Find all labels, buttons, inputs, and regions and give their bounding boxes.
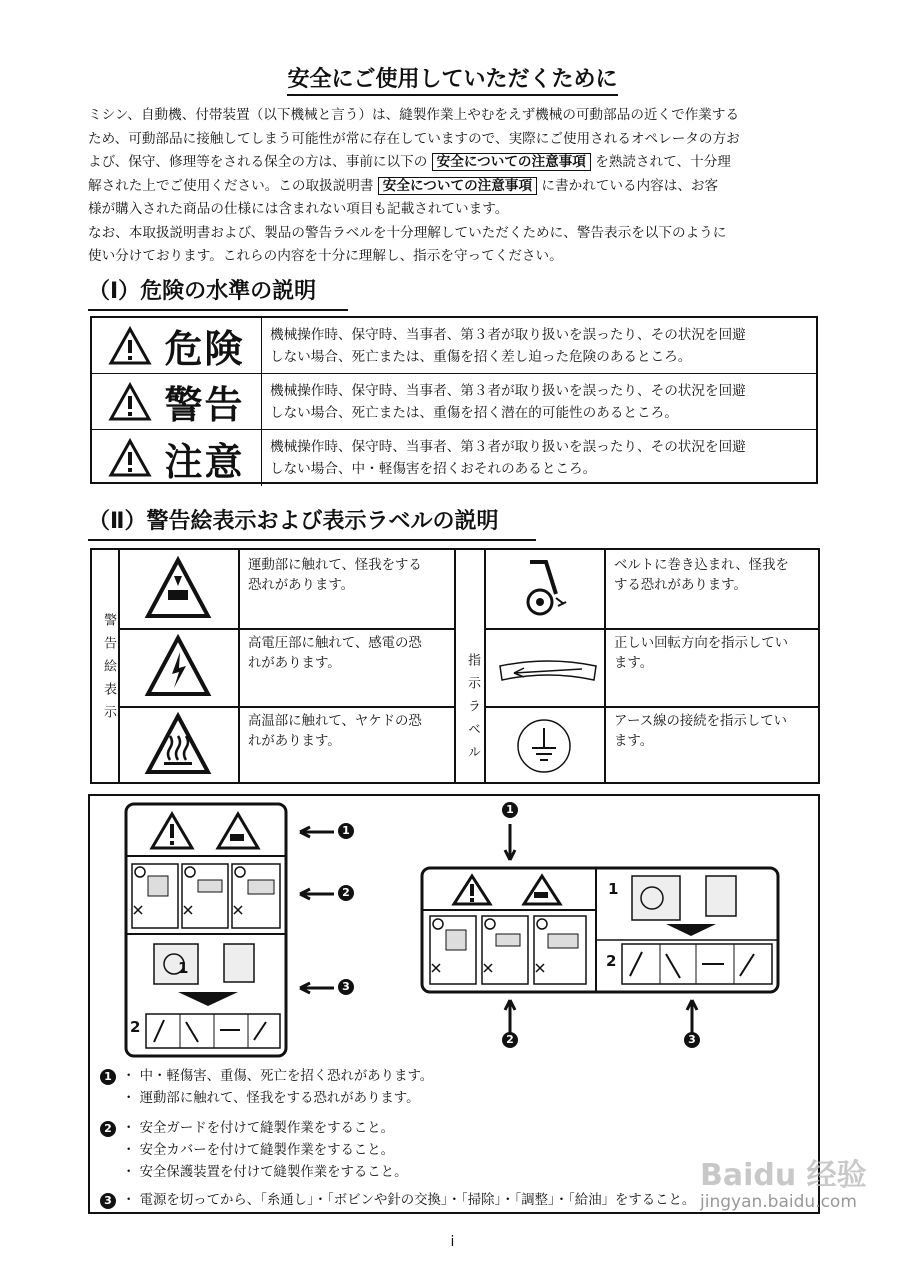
- intro-line: よび、保守、修理等をされる保全の方は、事前に以下の 安全についての注意事項 を熟読されて、十分理: [88, 154, 731, 170]
- callout-marker-1: 1: [502, 802, 518, 818]
- label-desc-line: する恐れがあります。: [614, 578, 747, 593]
- instruction-label-header: 指示ラベル: [465, 652, 480, 768]
- intro-line: ため、可動部品に接触してしまう可能性が常に存在していますので、実際にご使用されるオペレータの方お: [88, 130, 740, 147]
- hazard-desc-line: 機械操作時、保守時、当事者、第３者が取り扱いを誤ったり、その状況を回避: [270, 327, 746, 343]
- label-desc-line: 高電圧部に触れて、感電の恐: [248, 636, 422, 651]
- hazard-word: 警告: [164, 383, 245, 427]
- ground-earth-icon: [514, 716, 574, 776]
- warning-triangle-icon: [108, 438, 152, 478]
- label-desc-line: アース線の接続を指示してい: [614, 714, 788, 729]
- step-number: 2: [606, 952, 617, 970]
- label-desc-line: ベルトに巻き込まれ、怪我を: [614, 558, 789, 573]
- label-desc-line: ます。: [614, 656, 654, 671]
- watermark-url: jingyan.baidu.com: [700, 1192, 857, 1212]
- callout-marker-3: 3: [338, 979, 354, 995]
- note-line: ・ 運動部に触れて、怪我をする恐れがあります。: [122, 1091, 420, 1106]
- hazard-desc-line: 機械操作時、保守時、当事者、第３者が取り扱いを誤ったり、その状況を回避: [270, 439, 746, 455]
- intro-line: ミシン、自動機、付帯装置（以下機械と言う）は、縫製作業上やむをえず機械の可動部品の近くで作業する: [88, 107, 740, 123]
- hazard-word: 危険: [164, 327, 245, 371]
- callout-marker-2: 2: [338, 885, 354, 901]
- section-heading-labels: （Ⅱ）警告絵表示および表示ラベルの説明: [88, 504, 536, 541]
- label-desc-line: れがあります。: [248, 656, 341, 671]
- horizontal-warning-label-illustration: [416, 804, 782, 1044]
- callout-marker-3: 3: [100, 1193, 116, 1209]
- page-number: i: [450, 1234, 455, 1250]
- hazard-desc-line: しない場合、死亡または、重傷を招く潜在的可能性のあるところ。: [270, 405, 678, 421]
- safety-notice-box: 安全についての注意事項: [378, 177, 537, 195]
- callout-marker-2: 2: [502, 1032, 518, 1048]
- belt-entanglement-icon: [520, 558, 570, 618]
- moving-parts-hand-icon: [144, 556, 212, 620]
- callout-marker-1: 1: [100, 1069, 116, 1085]
- callout-marker-2: 2: [100, 1121, 116, 1137]
- hazard-desc-line: 機械操作時、保守時、当事者、第３者が取り扱いを誤ったり、その状況を回避: [270, 383, 746, 399]
- hazard-row-danger: [92, 318, 816, 374]
- note-line: ・ 電源を切ってから、「糸通し」・「ボビンや針の交換」・「掃除」・「調整」・「給油」をすること。: [122, 1193, 696, 1208]
- step-number: 2: [130, 1018, 141, 1036]
- intro-line: 様が購入された商品の仕様には含まれない項目も記載されています。: [88, 201, 509, 217]
- warning-label-table: [90, 548, 820, 784]
- high-voltage-icon: [144, 634, 212, 698]
- hazard-desc-line: しない場合、死亡または、重傷を招く差し迫った危険のあるところ。: [270, 349, 692, 365]
- hazard-row-caution: [92, 430, 816, 486]
- safety-notice-box: 安全についての注意事項: [432, 153, 591, 171]
- hot-surface-icon: [144, 712, 212, 776]
- note-line: ・ 安全保護装置を付けて縫製作業をすること。: [122, 1165, 408, 1180]
- note-line: ・ 安全カバーを付けて縫製作業をすること。: [122, 1143, 395, 1158]
- intro-line: 使い分けております。これらの内容を十分に理解し、指示を守ってください。: [88, 248, 563, 264]
- intro-line: 解された上でご使用ください。この取扱説明書 安全についての注意事項 に書かれている内容は、お客: [88, 177, 719, 194]
- callout-marker-1: 1: [338, 823, 354, 839]
- warning-triangle-icon: [108, 326, 152, 366]
- hazard-level-table: [90, 316, 818, 484]
- hazard-word: 注意: [164, 439, 245, 484]
- label-desc-line: れがあります。: [248, 734, 341, 749]
- step-number: 1: [608, 880, 619, 898]
- label-desc-line: ます。: [614, 734, 654, 749]
- section-heading-hazard-levels: （Ⅰ）危険の水準の説明: [88, 274, 348, 311]
- intro-line: なお、本取扱説明書および、製品の警告ラベルを十分理解していただくために、警告表示を以下のように: [88, 224, 727, 241]
- hazard-desc-line: しない場合、中・軽傷害を招くおそれのあるところ。: [270, 461, 597, 477]
- vertical-warning-label-illustration: [124, 802, 386, 1060]
- label-desc-line: 高温部に触れて、ヤケドの恐: [248, 714, 422, 729]
- rotation-direction-arrow-icon: [496, 654, 600, 686]
- page-title: 安全にご使用していただくために: [0, 62, 905, 93]
- note-line: ・ 安全ガードを付けて縫製作業をすること。: [122, 1121, 395, 1136]
- callout-marker-3: 3: [684, 1032, 700, 1048]
- label-desc-line: 恐れがあります。: [248, 578, 355, 593]
- pictogram-header: 警告絵表示: [101, 612, 116, 728]
- watermark-logo: Baidu 经验: [700, 1158, 867, 1193]
- warning-triangle-icon: [108, 382, 152, 422]
- note-line: ・ 中・軽傷害、重傷、死亡を招く恐れがあります。: [122, 1069, 434, 1084]
- label-desc-line: 正しい回転方向を指示してい: [614, 636, 789, 651]
- label-desc-line: 運動部に触れて、怪我をする: [248, 558, 422, 573]
- hazard-row-warning: [92, 374, 816, 430]
- intro-text: [88, 104, 828, 269]
- step-number: 1: [178, 959, 189, 977]
